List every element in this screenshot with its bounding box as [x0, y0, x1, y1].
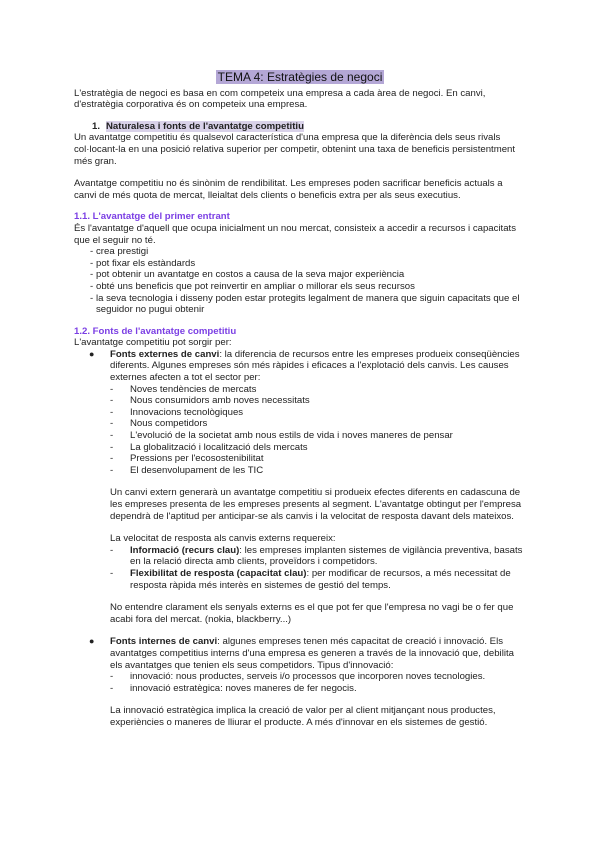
list-item: - la seva tecnologia i disseny poden estar protegits legalment de manera que siguin capacitats que el seguidor no pugui obtenir: [74, 293, 526, 316]
internal-sources-block: [74, 636, 526, 671]
section-1-paragraph-2: Avantatge competitiu no és sinònim de rendibilitat. Les empreses poden sacrificar beneficis actuals a canvi de més quota de mercat, lleialtat dels clients o beneficis extra per als seus executius.: [74, 178, 503, 201]
list-item: [110, 568, 526, 591]
subsection-1-2-heading: 1.2. Fonts de l'avantatge competitiu: [74, 325, 237, 337]
internal-paragraph: La innovació estratègica implica la creació de valor per al client mitjançant nous productes, experiències o maneres de lliurar el producte. A més d'innovar en els sistemes de gestió.: [110, 705, 496, 728]
external-sources-paragraph: [110, 349, 526, 384]
external-sources-block: [74, 349, 526, 384]
subsection-1-1-heading: 1.1. L'avantatge del primer entrant: [74, 211, 230, 223]
list-item: - Pressions per l'ecosostenibilitat: [110, 453, 526, 465]
subsection-1-2-intro: L'avantatge competitiu pot sorgir per:: [74, 337, 232, 349]
section-1-number: 1.: [92, 120, 101, 132]
bullet-icon: ●: [89, 636, 95, 647]
requirement-text: : les empreses implanten sistemes de vigilància preventiva, basats en la relació directa amb clients, proveïdors i competidors.: [130, 544, 523, 568]
list-item: - pot obtenir un avantatge en costos a causa de la seva major experiència: [74, 269, 526, 281]
requirement-text: : per modificar de recursos, a més necessitat de resposta ràpida més interès en sistemes de gestió del temps.: [130, 567, 511, 591]
external-paragraph-b: La velocitat de resposta als canvis externs requereix:: [110, 533, 336, 545]
external-paragraph-a: Un canvi extern generarà un avantatge competitiu si produeix efectes diferents en cadascuna de les empreses presenta de les empreses presents al segment. L'avantatge obtingut per l'empresa dependrà de l'aptitud per anticipar-se als canvis i la velocitat de resposta davant dels mateixos.: [110, 487, 522, 522]
bullet-icon: ●: [89, 348, 95, 359]
external-causes-list: [74, 384, 526, 477]
list-item: - El desenvolupament de les TIC: [110, 465, 526, 477]
list-item: - Nous competidors: [110, 418, 526, 430]
external-sources-label: Fonts externes de canvi: [110, 348, 220, 360]
section-1-paragraph-1: Un avantatge competitiu és qualsevol característica d'una empresa que la diferència dels seus rivals col·locant-la en una posició relativa superior per competir, obtenint una taxa de beneficis persistentment més gran.: [74, 132, 516, 167]
list-item: - Noves tendències de mercats: [110, 384, 526, 396]
page-title: TEMA 4: Estratègies de negoci: [217, 70, 383, 84]
title-wrap: [74, 70, 526, 85]
first-mover-list: [74, 246, 526, 316]
intro-paragraph: L'estratègia de negoci es basa en com competeix una empresa a cada àrea de negoci. En canvi, d'estratègia corporativa és on competeix una empresa.: [74, 87, 486, 111]
internal-sources-paragraph: [110, 636, 526, 671]
section-1-title: Naturalesa i fonts de l'avantatge competitiu: [106, 120, 304, 132]
list-item: - obté uns beneficis que pot reinvertir en ampliar o millorar els seus recursos: [74, 281, 526, 293]
external-paragraph-c: No entendre clarament els senyals externs es el que pot fer que l'empresa no vagi be o fer que acabi fora del mercat. (nokia, blackberry...): [110, 602, 514, 625]
internal-sources-label: Fonts internes de canvi: [110, 636, 218, 648]
requirement-label: Informació (recurs clau): [130, 544, 240, 556]
list-item: [110, 545, 526, 568]
response-requirements-list: [74, 545, 526, 591]
list-item: - Nous consumidors amb noves necessitats: [110, 395, 526, 407]
internal-sources-text: : algunes empreses tenen més capacitat de creació i innovació. Els avantatges competitius interns d'una empresa es generen a través de la innovació que, debilita els avantatges que tenien els seus competidors. Tipus d'innovació:: [110, 636, 514, 671]
list-item: - innovació estratègica: noves maneres de fer negocis.: [110, 683, 526, 695]
list-item: - innovació: nous productes, serveis i/o processos que incorporen noves tecnologies.: [110, 671, 526, 683]
list-item: - La globalització i localització dels mercats: [110, 442, 526, 454]
list-item: - L'evolució de la societat amb nous estils de vida i noves maneres de pensar: [110, 430, 526, 442]
innovation-types-list: [74, 671, 526, 694]
list-item: - Innovacions tecnològiques: [110, 407, 526, 419]
external-sources-text: : la diferencia de recursos entre les empreses produeix conseqüències diferents. Algunes empreses són més ràpides i eficaces a l'explotació dels canvis. Les causes externes afecten a tot el sector per:: [110, 348, 520, 384]
subsection-1-1-intro: És l'avantatge d'aquell que ocupa inicialment un nou mercat, consisteix a accedir a recursos i capacitats que el seguir no té.: [74, 222, 517, 246]
requirement-label: Flexibilitat de resposta (capacitat clau): [130, 567, 307, 579]
list-item: - pot fixar els estàndards: [74, 258, 526, 270]
section-1-heading: [92, 121, 526, 133]
list-item: - crea prestigi: [74, 246, 526, 258]
